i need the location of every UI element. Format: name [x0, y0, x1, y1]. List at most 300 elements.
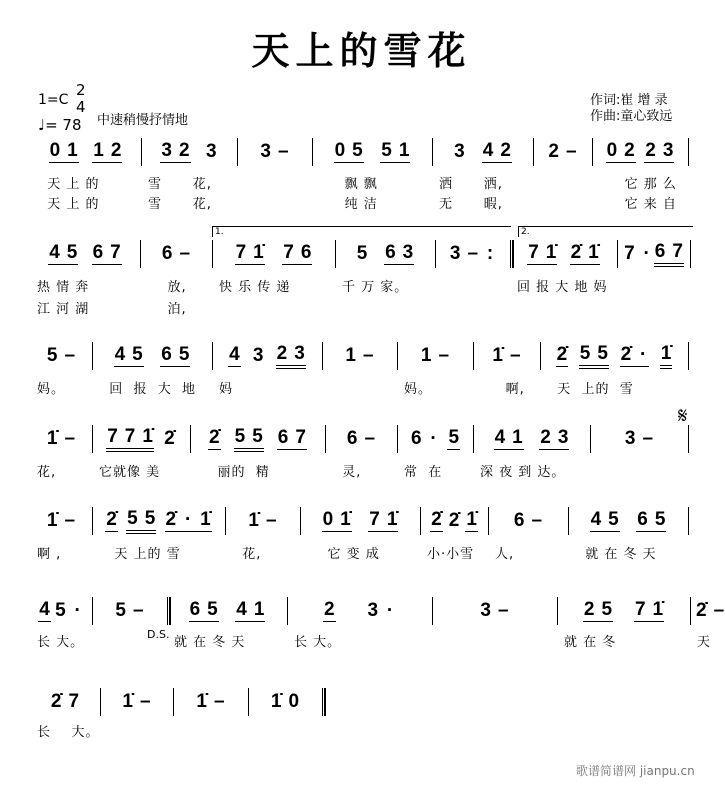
- note: 1̇: [660, 342, 672, 364]
- measure: [340, 241, 430, 267]
- bar-line: [225, 507, 226, 535]
- bar-line: [688, 425, 689, 453]
- lyric-line: 就 在 冬: [564, 635, 617, 650]
- note: 4: [494, 427, 506, 448]
- note: 7: [124, 425, 136, 447]
- note-group: [234, 427, 264, 452]
- measure: [97, 598, 162, 624]
- lyric-line: 花,: [37, 465, 57, 480]
- note-group: [189, 600, 219, 622]
- note-group: [491, 346, 521, 367]
- lyric-line: 纯 洁: [319, 197, 378, 212]
- lyric-line: 热 情 奔: [37, 280, 90, 295]
- note: ·: [386, 599, 394, 621]
- note: 3: [662, 140, 674, 161]
- note: 0: [606, 140, 618, 161]
- note: –: [64, 344, 76, 366]
- note: 2: [645, 140, 656, 161]
- note: 6: [385, 242, 396, 263]
- bar-line: [92, 425, 93, 453]
- measure: [327, 343, 392, 369]
- note-group: [410, 429, 440, 450]
- bar-line: [325, 425, 326, 453]
- note: 1: [67, 140, 78, 161]
- note: ·: [74, 599, 81, 621]
- note: 5: [381, 140, 392, 161]
- lyric-line: 天 上的 雪: [547, 382, 634, 397]
- measure: [146, 139, 232, 165]
- note-group: [49, 141, 79, 163]
- note-group: [644, 141, 674, 163]
- note: –: [214, 690, 225, 712]
- note: 0: [288, 690, 300, 712]
- measure: [35, 241, 135, 267]
- note: 2̇: [431, 509, 442, 530]
- note: –: [278, 140, 289, 162]
- lyric-line: 就 在 冬 天: [575, 547, 657, 562]
- lyric-line: 回 报 大 地 妈: [517, 280, 608, 295]
- note: 5: [356, 242, 368, 264]
- bar-line: [92, 507, 93, 535]
- note: 4: [236, 599, 247, 620]
- note: 3: [402, 242, 414, 263]
- time-sig-top: 2: [76, 81, 86, 99]
- measure: [35, 689, 95, 715]
- note: 1̇: [652, 599, 664, 620]
- note-group: [165, 510, 212, 532]
- measure: [330, 426, 392, 452]
- lyric-line: 它 那 么: [599, 177, 677, 192]
- measure: [172, 598, 282, 624]
- note-group: [276, 344, 306, 369]
- note: –: [713, 599, 725, 621]
- note-group: [660, 344, 673, 369]
- note: –: [467, 242, 479, 264]
- note: 7: [110, 242, 121, 263]
- lyric-line: 它 变 成: [307, 547, 380, 562]
- note: 4: [114, 344, 126, 365]
- expression-marking: 中速稍慢抒情地: [97, 113, 189, 128]
- note-group: [623, 244, 653, 265]
- lyric-line: 雪 花,: [148, 197, 212, 212]
- note: 1̇: [142, 425, 153, 447]
- note: 5: [127, 507, 138, 529]
- note: 3: [557, 427, 569, 448]
- segno-sign: 𝄋: [678, 404, 688, 429]
- note: 3: [449, 242, 461, 264]
- note-group: [356, 244, 369, 265]
- bar-line: [92, 342, 93, 370]
- bar-line: [557, 597, 558, 625]
- lyric-line: 天: [697, 635, 712, 650]
- note: 5: [579, 342, 591, 364]
- note: 1: [420, 344, 432, 366]
- note: 1̇: [200, 509, 211, 530]
- bar-line: [212, 240, 213, 268]
- measure: [217, 241, 330, 267]
- bar-line: [432, 138, 433, 166]
- note: 2: [548, 140, 559, 162]
- bar-line: [690, 240, 691, 268]
- bar-line: [312, 138, 313, 166]
- note-group: [465, 510, 478, 532]
- bar-line: [690, 597, 691, 625]
- lyric-line: 深 夜 到 达。: [480, 465, 566, 480]
- bar-line: [590, 425, 591, 453]
- note: 0: [322, 509, 334, 530]
- note-group: [527, 243, 557, 265]
- note: 6: [637, 509, 648, 530]
- note-group: [606, 141, 636, 163]
- note: 3: [260, 140, 271, 162]
- lyric-line: 常 在: [404, 465, 443, 480]
- note: 7: [235, 242, 247, 263]
- note: 1: [345, 344, 356, 366]
- note: 7: [528, 242, 539, 263]
- note-group: [54, 601, 84, 622]
- note: 3: [161, 140, 172, 161]
- lyric-line: 快 乐 传 递: [219, 280, 291, 295]
- measure: [35, 139, 136, 165]
- note: 2̇: [164, 427, 175, 449]
- lyricist-credit: 作词:崔 增 录: [590, 93, 668, 108]
- note-group: [50, 692, 80, 713]
- note-group: [570, 243, 600, 265]
- note: 4: [590, 509, 602, 530]
- measure: [437, 139, 528, 165]
- lyric-line: 无 暇,: [439, 197, 503, 212]
- bar-line: [533, 138, 534, 166]
- note: 4: [39, 599, 50, 620]
- note: 5: [597, 342, 608, 364]
- note-group: [259, 142, 289, 163]
- lyric-line: 妈。: [404, 382, 433, 397]
- note: 1: [512, 427, 523, 448]
- note: –: [179, 242, 191, 264]
- note: 1̇: [253, 242, 264, 263]
- measure: [573, 508, 683, 534]
- bar-line: [473, 342, 474, 370]
- note: 1: [398, 140, 410, 161]
- lyric-line: 洒 洒,: [439, 177, 503, 192]
- note: 1̇: [196, 690, 207, 712]
- measure: [695, 598, 725, 624]
- note-group: [195, 692, 225, 713]
- note-group: [121, 692, 151, 713]
- tempo-marking: ♩= 78: [38, 116, 82, 134]
- measure: [230, 508, 295, 534]
- measure: [145, 241, 207, 267]
- note: –: [566, 140, 577, 162]
- bar-line: [435, 240, 436, 268]
- lyric-line: 长 大。: [294, 635, 342, 650]
- note: 6: [346, 427, 358, 449]
- bar-line: [420, 507, 421, 535]
- note: 6: [189, 599, 201, 620]
- bar-line: [287, 597, 288, 625]
- note-group: [270, 692, 300, 713]
- note-group: [160, 141, 190, 163]
- measure: [242, 139, 307, 165]
- note: –: [363, 344, 374, 366]
- note: 6: [513, 509, 525, 531]
- measure: [595, 426, 683, 452]
- measure: [545, 343, 683, 369]
- bar-line: [212, 342, 213, 370]
- note-group: [205, 142, 218, 163]
- note-group: [583, 600, 613, 622]
- note: –: [64, 427, 76, 449]
- lyric-line: 就 在 冬 天: [174, 635, 246, 650]
- measure: [402, 426, 468, 452]
- measure: [478, 343, 535, 369]
- note-group: [620, 345, 650, 367]
- bar-line: [300, 507, 301, 535]
- note-group: [106, 427, 154, 452]
- measure: [305, 508, 415, 534]
- bar-line: [688, 507, 689, 535]
- note: 2̇: [50, 690, 62, 712]
- note-group: [556, 345, 569, 367]
- note: 5: [144, 507, 156, 529]
- note: 7: [295, 427, 306, 448]
- measure: [515, 241, 612, 267]
- note: –: [498, 599, 509, 621]
- note-group: [654, 242, 684, 267]
- note: 1̇: [248, 509, 259, 531]
- note-group: [105, 510, 118, 532]
- bar-line: [592, 138, 593, 166]
- note: 2̇: [570, 242, 582, 263]
- note: 7: [369, 509, 380, 530]
- note: 1̇: [270, 690, 282, 712]
- note: 2̇: [106, 509, 117, 530]
- note-group: [634, 600, 664, 622]
- note: –: [510, 344, 521, 366]
- bar-line: [432, 597, 433, 625]
- note: 4: [49, 242, 60, 263]
- note: 5: [654, 509, 666, 530]
- measure: [292, 598, 427, 624]
- note-group: [430, 510, 443, 532]
- note-group: [235, 600, 265, 622]
- note: 7: [107, 425, 118, 447]
- note: 6: [92, 242, 104, 263]
- note: 1̇: [122, 690, 133, 712]
- note: 2̇: [165, 509, 177, 530]
- note-group: [235, 243, 265, 265]
- song-title: 天上的雪花: [251, 28, 472, 73]
- measure: [437, 598, 552, 624]
- note: 5: [66, 242, 78, 263]
- measure: [493, 508, 563, 534]
- note-group: [38, 600, 51, 622]
- note: 6: [161, 344, 172, 365]
- lyric-line: 小·小雪: [427, 547, 475, 562]
- note-group: [590, 510, 620, 532]
- note: 3: [294, 342, 305, 364]
- bar-line: [688, 138, 689, 166]
- note: –: [364, 427, 376, 449]
- note: 0: [49, 140, 61, 161]
- note: 7: [672, 240, 683, 262]
- measure: [622, 241, 685, 267]
- lyric-line: 江 河 湖: [37, 302, 90, 317]
- note: –: [266, 509, 277, 531]
- note: 2̇: [620, 344, 632, 365]
- measure: [402, 343, 468, 369]
- lyric-line: 回 报 大 地: [99, 382, 197, 397]
- note: 2̇: [209, 427, 220, 448]
- measure: [97, 343, 207, 369]
- note: 3: [480, 599, 491, 621]
- bar-line: [248, 688, 249, 716]
- note-group: [420, 346, 450, 367]
- bar-line: [397, 425, 398, 453]
- measure: [35, 508, 87, 534]
- measure: [562, 598, 685, 624]
- note: 3: [367, 599, 379, 621]
- note: :: [486, 242, 494, 264]
- note: 7: [283, 242, 294, 263]
- note: ·: [184, 509, 192, 530]
- note: 5: [601, 599, 613, 620]
- bar-line: [173, 688, 174, 716]
- note: 1: [93, 140, 104, 161]
- note-group: [539, 428, 569, 450]
- note: ·: [643, 242, 650, 264]
- note-group: [92, 243, 122, 265]
- note-group: [453, 142, 466, 163]
- lyric-line: 天 上 的: [37, 177, 100, 192]
- note: 7: [68, 690, 80, 712]
- bar-line: [167, 597, 171, 625]
- measure: [97, 426, 185, 452]
- bar-line: [237, 138, 238, 166]
- note-group: [547, 142, 577, 163]
- lyric-line: 人,: [495, 547, 515, 562]
- bar-line: [322, 688, 326, 716]
- note-group: [247, 511, 277, 532]
- note-group: [114, 601, 144, 622]
- lyric-line: 它 来 自: [599, 197, 677, 212]
- note: 5: [234, 425, 246, 447]
- note-group: [48, 243, 78, 265]
- composer-credit: 作曲:童心致远: [590, 109, 673, 124]
- note-group: [163, 429, 176, 450]
- note-group: [448, 511, 461, 532]
- note-group: [46, 429, 76, 450]
- note-group: [624, 429, 654, 450]
- note-group: [252, 346, 265, 367]
- note-group: [208, 428, 221, 450]
- note-group: [449, 244, 496, 265]
- note: 2: [110, 140, 122, 161]
- note: 2: [500, 140, 511, 161]
- note: 3: [252, 344, 264, 366]
- note: 5: [132, 344, 143, 365]
- note: 5: [115, 599, 126, 621]
- note: 3: [454, 140, 465, 162]
- lyric-line: 花,: [232, 547, 262, 562]
- note: 2̇: [556, 344, 568, 365]
- measure: [317, 139, 427, 165]
- volta-second-ending: 2.: [518, 226, 693, 237]
- note: 1̇: [386, 509, 398, 530]
- lyric-line: 雪 花,: [148, 177, 212, 192]
- measure: [478, 426, 585, 452]
- note-group: [482, 141, 512, 163]
- note-group: [695, 601, 725, 622]
- measure: [178, 689, 243, 715]
- measure: [195, 426, 320, 452]
- note: 5: [448, 427, 460, 448]
- measure: [105, 689, 168, 715]
- note: –: [642, 427, 654, 449]
- measure: [440, 241, 505, 267]
- note: 2̇: [448, 509, 460, 531]
- lyric-line: 长 大。: [37, 725, 100, 740]
- note: 1̇: [46, 427, 58, 449]
- note: 5: [207, 599, 218, 620]
- note: 3: [206, 140, 217, 162]
- bar-line: [510, 240, 514, 268]
- lyric-line: 啊,: [480, 382, 525, 397]
- note: 1̇: [466, 509, 477, 530]
- note-group: [479, 601, 509, 622]
- note: 6: [410, 427, 422, 449]
- measure: [217, 343, 317, 369]
- note-group: [494, 428, 524, 450]
- bar-line: [140, 240, 141, 268]
- bar-line: [473, 425, 474, 453]
- note: 7: [624, 242, 635, 264]
- note-group: [126, 509, 156, 534]
- note-group: [282, 243, 312, 265]
- note: –: [531, 509, 543, 531]
- note: 1̇: [46, 509, 58, 531]
- lyric-line: 它就像 美: [99, 465, 161, 480]
- bar-line: [488, 507, 489, 535]
- note: –: [140, 690, 151, 712]
- note-group: [114, 345, 144, 367]
- note: 5: [608, 509, 619, 530]
- note-group: [579, 344, 609, 369]
- note: –: [64, 509, 76, 531]
- note-group: [380, 141, 410, 163]
- measure: [35, 598, 87, 624]
- note-group: [334, 141, 364, 163]
- lyric-line: 放,: [147, 280, 187, 295]
- note: 5: [252, 425, 263, 447]
- note: 2: [583, 599, 595, 620]
- note: 6: [300, 242, 312, 263]
- measure: [425, 508, 483, 534]
- bar-line: [141, 138, 142, 166]
- note-group: [366, 601, 396, 622]
- note-group: [636, 510, 666, 532]
- lyric-line: 妈: [219, 382, 234, 397]
- note-group: [384, 243, 414, 265]
- note-group: [346, 429, 376, 450]
- note: 5: [46, 344, 58, 366]
- note: 4: [229, 344, 240, 365]
- watermark: 歌谱简谱网 jianpu.cn: [576, 764, 695, 778]
- bar-line: [540, 342, 541, 370]
- time-signature: [76, 82, 86, 116]
- measure: [35, 426, 87, 452]
- note-group: [323, 600, 336, 622]
